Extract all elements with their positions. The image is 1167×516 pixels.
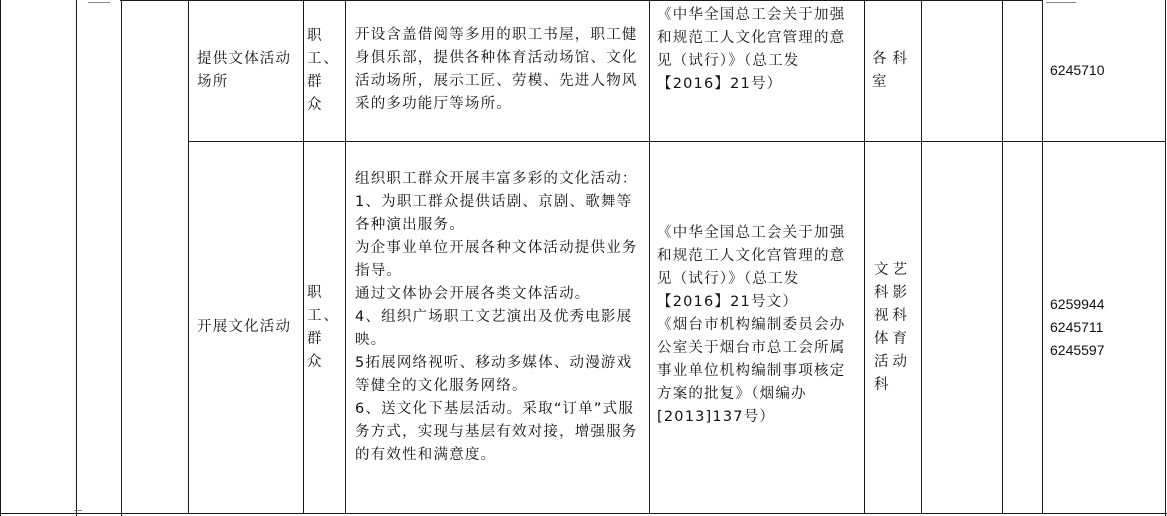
cell-corner-mark <box>74 510 82 511</box>
phone-cell <box>1050 142 1160 513</box>
table-rule-col <box>1042 0 1043 514</box>
service-content-line: 开设含盖借阅等多用的职工书屋，职工健身俱乐部，提供各种体育活动场馆、文化活动场所，展示工匠、劳模、先进人物风采的多功能厅等场所。 <box>355 27 638 112</box>
phone-number: 6245710 <box>1050 62 1105 78</box>
service-content-cell <box>355 168 642 467</box>
department-cell <box>872 0 914 141</box>
service-content-line: 1、为职工群众提供话剧、京剧、歌舞等各种演出服务。 <box>355 194 633 233</box>
service-content-line: 组织职工群众开展丰富多彩的文化活动： <box>355 171 638 187</box>
table-rule-col <box>1002 0 1003 514</box>
service-target: 职工、群众 <box>307 27 340 113</box>
service-item-cell <box>197 0 299 141</box>
table-rule-col <box>0 0 1 516</box>
phone-cell <box>1050 0 1160 141</box>
phone-number: 6259944 <box>1050 296 1105 312</box>
table-rule-col <box>649 0 650 514</box>
department-name: 文艺科影视科体育活动科 <box>874 261 911 393</box>
cell-corner-mark <box>88 2 110 3</box>
service-target-cell <box>307 0 340 141</box>
service-target-cell <box>307 142 340 513</box>
service-content-line: 6、送文化下基层活动。采取“订单”式服务方式，实现与基层有效对接，增强服务的有效性和满意度。 <box>355 401 638 463</box>
table-rule-col <box>1165 0 1166 516</box>
table-rule-col <box>864 0 865 514</box>
service-content-line: 4、组织广场职工文艺演出及优秀电影展映。 <box>355 309 633 348</box>
service-content-line: 为企事业单位开展各种文体活动提供业务指导。 <box>355 240 638 279</box>
service-basis-line: 《中华全国总工会关于加强和规范工人文化宫管理的意见（试行）》（总工发【2016】21号文） <box>657 225 846 310</box>
table-rule-col <box>303 0 304 514</box>
table-rule-col <box>76 0 77 516</box>
service-content-line: 5拓展网络视听、移动多媒体、动漫游戏等健全的文化服务网络。 <box>355 355 633 394</box>
service-target: 职工、群众 <box>307 284 340 370</box>
service-basis-cell <box>657 4 857 96</box>
department-cell <box>874 142 914 513</box>
service-item-name: 开展文化活动 <box>197 319 292 335</box>
table-rule-col <box>121 0 122 516</box>
table-rule-col <box>921 0 922 514</box>
phone-number: 6245711 <box>1050 319 1104 335</box>
service-basis-line: 《烟台市机构编制委员会办公室关于烟台市总工会所属事业单位机构编制事项核定方案的批复》（烟编办[2013]137号） <box>657 317 846 425</box>
service-basis-line: 《中华全国总工会关于加强和规范工人文化宫管理的意见（试行）》（总工发【2016】21号） <box>657 7 846 92</box>
table-rule-col <box>345 0 346 514</box>
service-content-cell <box>355 24 642 116</box>
service-basis-cell <box>657 222 857 429</box>
service-item-cell <box>197 142 299 513</box>
table-rule-bottom <box>0 513 1167 514</box>
service-item-name: 提供文体活动场所 <box>197 50 292 90</box>
service-content-line: 通过文体协会开展各类文体活动。 <box>355 286 591 302</box>
department-name: 各科室 <box>872 50 913 90</box>
table-rule-col <box>188 0 189 514</box>
phone-number: 6245597 <box>1050 342 1105 358</box>
